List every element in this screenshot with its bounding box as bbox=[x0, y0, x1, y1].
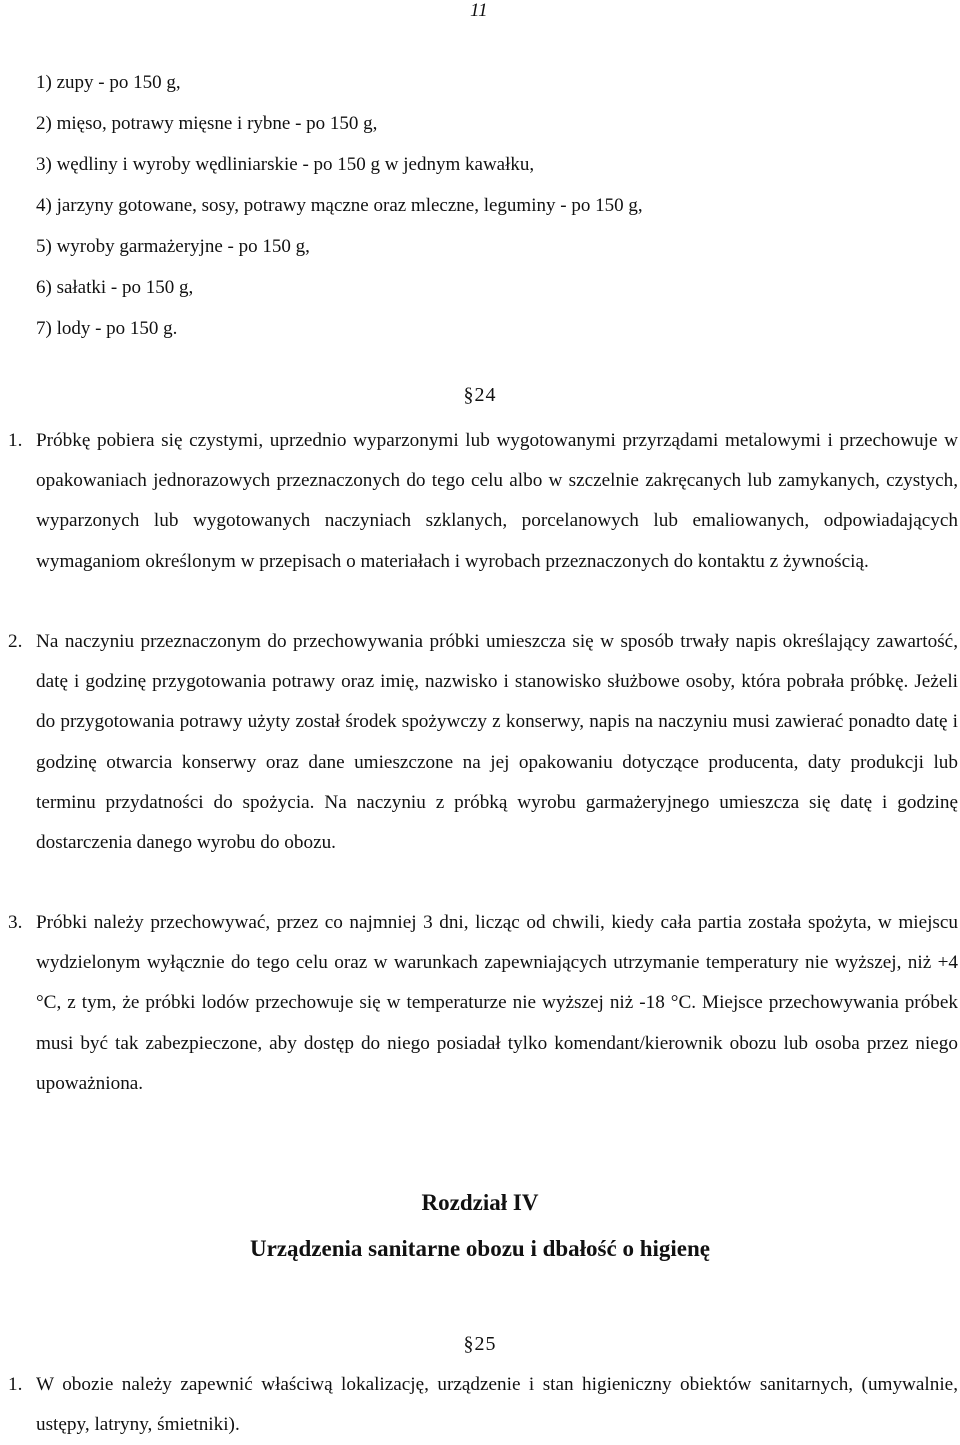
list-item: 3) wędliny i wyroby wędliniarskie - po 150 g w jednym kawałku, bbox=[36, 154, 535, 175]
section-heading-24: §24 bbox=[463, 384, 497, 406]
list-item: 6) sałatki - po 150 g, bbox=[36, 277, 194, 298]
list-item: 1) zupy - po 150 g, bbox=[36, 72, 181, 93]
page-number: 11 bbox=[470, 0, 488, 21]
chapter-subtitle: Urządzenia sanitarne obozu i dbałość o higienę bbox=[249, 1236, 710, 1261]
section-heading-25: §25 bbox=[463, 1333, 497, 1355]
list-item: 2) mięso, potrawy mięsne i rybne - po 150 g, bbox=[36, 113, 378, 134]
paragraph bbox=[8, 1365, 958, 1445]
list-item: 4) jarzyny gotowane, sosy, potrawy mączne oraz mleczne, leguminy - po 150 g, bbox=[36, 195, 643, 216]
list-item: 7) lody - po 150 g. bbox=[36, 318, 178, 339]
paragraph bbox=[8, 903, 958, 1104]
paragraph-text: Na naczyniu przeznaczonym do przechowywania próbki umieszcza się w sposób trwały napis określający zawartość, datę i godzinę przygotowania potrawy oraz imię, nazwisko i stanowisko służbowe osoby, która pobrała próbkę. Jeżeli do przygotowania potrawy użyty został środek spożywczy z konserwy, napis na naczyniu musi zawierać ponadto datę i godzinę otwarcia konserwy oraz dane umieszczone na jej opakowaniu dotyczące producenta, daty produkcji lub terminu przydatności do spożycia. Na naczyniu z próbką wyrobu garmażeryjnego umieszcza się datę i godzinę dostarczenia danego wyrobu do obozu. bbox=[36, 631, 958, 854]
paragraph bbox=[8, 421, 958, 582]
paragraph-number: 1. bbox=[8, 430, 23, 451]
paragraph-number: 3. bbox=[8, 912, 23, 933]
paragraph-text: Próbki należy przechowywać, przez co najmniej 3 dni, licząc od chwili, kiedy cała partia została spożyta, w miejscu wydzielonym wyłącznie do tego celu oraz w warunkach zapewniających utrzymanie temperatury nie wyższej, niż +4 °C, z tym, że próbki lodów przechowuje się w temperaturze nie wyższej niż -18 °C. Miejsce przechowywania próbek musi być tak zabezpieczone, aby dostęp do niego posiadał tylko komendant/kierownik obozu lub osoba przez niego upoważniona. bbox=[36, 912, 958, 1094]
portion-list bbox=[36, 62, 643, 349]
paragraph-text: Próbkę pobiera się czystymi, uprzednio wyparzonymi lub wygotowanymi przyrządami metalowymi i przechowuje w opakowaniach jednorazowych przeznaczonych do tego celu albo w szczelnie zakręcanych lub zamykanych, czystych, wyparzonych lub wygotowanych naczyniach szklanych, porcelanowych lub emaliowanych, odpowiadających wymaganiom określonym w przepisach o materiałach i wyrobach przeznaczonych do kontaktu z żywnością. bbox=[36, 430, 958, 572]
list-item: 5) wyroby garmażeryjne - po 150 g, bbox=[36, 236, 310, 257]
paragraph-text: W obozie należy zapewnić właściwą lokalizację, urządzenie i stan higieniczny obiektów sanitarnych, (umywalnie, ustępy, latryny, śmietniki). bbox=[36, 1374, 958, 1436]
paragraph bbox=[8, 622, 958, 863]
paragraph-number: 2. bbox=[8, 631, 23, 652]
chapter-title: Rozdział IV bbox=[421, 1190, 539, 1215]
paragraph-number: 1. bbox=[8, 1374, 23, 1395]
